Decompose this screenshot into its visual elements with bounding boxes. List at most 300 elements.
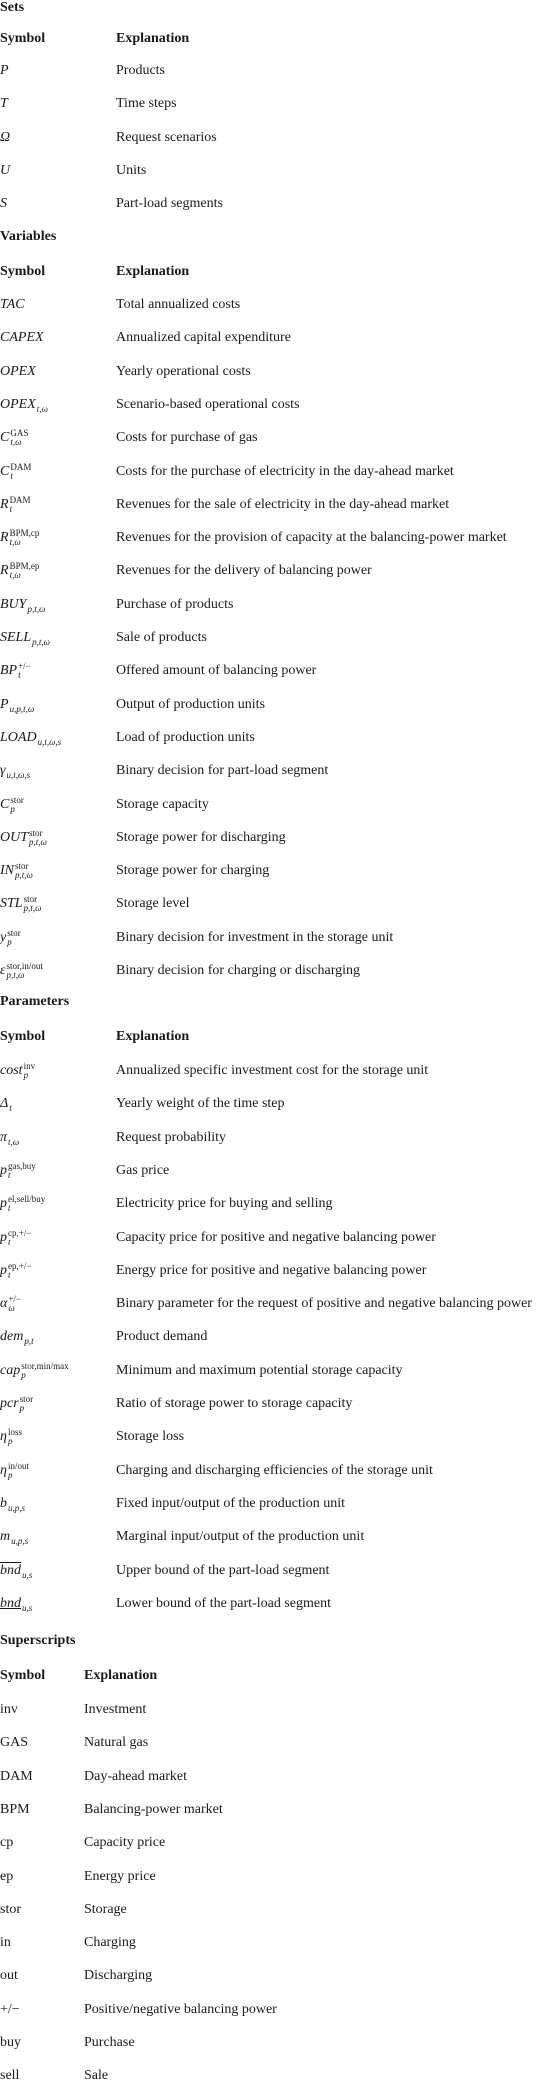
symbol-scripts bbox=[22, 1595, 32, 1613]
symbol-base: stor bbox=[0, 1902, 21, 1917]
symbol-base: p bbox=[0, 1263, 7, 1279]
explanation-cell: Binary decision for investment in the storage unit bbox=[116, 930, 394, 945]
symbol-scripts bbox=[37, 396, 48, 414]
symbol-scripts bbox=[10, 463, 31, 481]
symbol-base: p bbox=[0, 1230, 7, 1246]
symbol-base: p bbox=[0, 1163, 7, 1179]
symbol-cell bbox=[0, 2067, 19, 2085]
table-row bbox=[0, 95, 558, 113]
symbol-base: dem bbox=[0, 1329, 24, 1345]
table-row bbox=[0, 2034, 558, 2052]
symbol-base: TAC bbox=[0, 297, 25, 312]
symbol-subscript: t bbox=[8, 1203, 11, 1213]
table-row bbox=[0, 162, 558, 180]
symbol-scripts bbox=[21, 1362, 68, 1380]
symbol-cell bbox=[0, 396, 48, 414]
symbol-cell bbox=[0, 1595, 32, 1613]
explanation-cell: Storage level bbox=[116, 896, 190, 911]
explanation-cell: Storage bbox=[84, 1902, 127, 1917]
table-header-sets bbox=[0, 30, 558, 48]
symbol-cell bbox=[0, 1362, 69, 1380]
table-row bbox=[0, 463, 558, 481]
table-row bbox=[0, 1701, 558, 1719]
table-row bbox=[0, 962, 558, 980]
symbol-scripts bbox=[8, 1195, 45, 1213]
explanation-cell: Binary decision for part-load segment bbox=[116, 763, 329, 778]
symbol-base: m bbox=[0, 1529, 11, 1545]
symbol-superscript: loss bbox=[7, 1427, 22, 1437]
symbol-cell bbox=[0, 1495, 25, 1513]
explanation-cell: Units bbox=[116, 163, 147, 178]
symbol-base: SELL bbox=[0, 630, 32, 646]
table-row bbox=[0, 862, 558, 880]
symbol-base: DAM bbox=[0, 1769, 33, 1784]
symbol-subscript: p bbox=[7, 937, 12, 947]
explanation-cell: Products bbox=[116, 63, 165, 78]
symbol-superscript: stor bbox=[19, 1394, 34, 1404]
symbol-cell bbox=[0, 1395, 33, 1413]
header-explanation: Explanation bbox=[84, 1668, 158, 1683]
explanation-cell: Investment bbox=[84, 1702, 147, 1717]
table-row bbox=[0, 829, 558, 847]
symbol-cell bbox=[0, 1528, 28, 1546]
symbol-subscript: t bbox=[8, 1270, 11, 1280]
symbol-subscript: p,t,ω bbox=[27, 604, 46, 614]
table-row bbox=[0, 1295, 558, 1313]
table-row bbox=[0, 1801, 558, 1819]
symbol-cell bbox=[0, 1934, 11, 1952]
symbol-scripts bbox=[24, 1328, 33, 1346]
symbol-base: bnd bbox=[0, 1596, 21, 1612]
symbol-superscript: gas,buy bbox=[8, 1161, 36, 1171]
symbol-cell bbox=[0, 1768, 33, 1786]
explanation-cell: Total annualized costs bbox=[116, 297, 241, 312]
symbol-base: cap bbox=[0, 1363, 21, 1379]
symbol-subscript: t bbox=[18, 670, 21, 680]
explanation-cell: Capacity price for positive and negative balancing power bbox=[116, 1230, 436, 1245]
symbol-cell bbox=[0, 329, 44, 347]
symbol-base: η bbox=[0, 1429, 7, 1445]
symbol-base: α bbox=[0, 1296, 8, 1312]
symbol-base: C bbox=[0, 464, 10, 480]
section-title-parameters: Parameters bbox=[0, 994, 70, 1009]
symbol-cell bbox=[0, 696, 34, 714]
symbol-subscript: p,t bbox=[24, 1336, 34, 1346]
symbol-base: OPEX bbox=[0, 397, 36, 413]
symbol-scripts bbox=[8, 1129, 19, 1147]
explanation-cell: Storage power for charging bbox=[116, 863, 270, 878]
table-row bbox=[0, 496, 558, 514]
explanation-cell: Positive/negative balancing power bbox=[84, 2002, 277, 2017]
symbol-scripts bbox=[8, 1495, 25, 1513]
symbol-cell bbox=[0, 62, 9, 80]
symbol-subscript: u,s bbox=[22, 1570, 33, 1580]
symbol-base: U bbox=[0, 163, 11, 178]
explanation-cell: Natural gas bbox=[84, 1735, 149, 1750]
symbol-base: ep bbox=[0, 1869, 14, 1884]
symbol-scripts bbox=[7, 962, 43, 980]
table-row bbox=[0, 1262, 558, 1280]
explanation-cell: Yearly operational costs bbox=[116, 364, 251, 379]
header-explanation: Explanation bbox=[116, 264, 190, 279]
table-row bbox=[0, 529, 558, 547]
symbol-cell bbox=[0, 1328, 34, 1346]
symbol-cell bbox=[0, 2034, 21, 2052]
symbol-subscript: t bbox=[10, 471, 13, 481]
symbol-base: GAS bbox=[0, 1735, 29, 1750]
symbol-base: $\overline{bnd}$ bbox=[0, 1563, 21, 1579]
table-row bbox=[0, 1562, 558, 1580]
table-header-variables bbox=[0, 263, 558, 281]
explanation-cell: Day-ahead market bbox=[84, 1769, 187, 1784]
symbol-base: +/− bbox=[0, 2002, 20, 2017]
table-row bbox=[0, 1495, 558, 1513]
symbol-base: cp bbox=[0, 1835, 14, 1850]
symbol-scripts bbox=[32, 629, 50, 647]
explanation-cell: Binary parameter for the request of positive and negative balancing power bbox=[116, 1296, 532, 1311]
table-row bbox=[0, 662, 558, 680]
symbol-scripts bbox=[18, 662, 31, 680]
symbol-cell bbox=[0, 929, 21, 947]
symbol-superscript: inv bbox=[23, 1061, 36, 1071]
symbol-superscript: in/out bbox=[7, 1461, 29, 1471]
symbol-base: in bbox=[0, 1935, 11, 1950]
symbol-cell bbox=[0, 195, 7, 213]
symbol-cell bbox=[0, 562, 39, 580]
symbol-subscript: p,t,ω bbox=[32, 637, 50, 647]
symbol-base: Δ bbox=[0, 1096, 9, 1112]
symbol-subscript: p bbox=[21, 1370, 26, 1380]
explanation-cell: Revenues for the sale of electricity in the day-ahead market bbox=[116, 497, 450, 512]
symbol-scripts bbox=[24, 1062, 36, 1080]
explanation-cell: Product demand bbox=[116, 1329, 208, 1344]
table-row bbox=[0, 1162, 558, 1180]
symbol-base: inv bbox=[0, 1702, 18, 1717]
symbol-base: T bbox=[0, 96, 8, 111]
symbol-subscript: t,ω bbox=[8, 1137, 20, 1147]
symbol-subscript: p,t,ω bbox=[23, 903, 42, 913]
table-row bbox=[0, 1528, 558, 1546]
symbol-superscript: el,sell/buy bbox=[8, 1194, 46, 1204]
symbol-superscript: stor,min/max bbox=[21, 1361, 69, 1371]
explanation-cell: Storage loss bbox=[116, 1429, 185, 1444]
symbol-cell bbox=[0, 862, 33, 880]
explanation-cell: Ratio of storage power to storage capacity bbox=[116, 1396, 353, 1411]
symbol-superscript: stor bbox=[7, 928, 21, 938]
explanation-cell: Fixed input/output of the production unit bbox=[116, 1496, 346, 1511]
symbol-superscript: stor,in/out bbox=[6, 961, 43, 971]
symbol-superscript: +/− bbox=[18, 661, 31, 671]
explanation-cell: Storage capacity bbox=[116, 797, 209, 812]
explanation-cell: Time steps bbox=[116, 96, 177, 111]
symbol-scripts bbox=[15, 862, 33, 880]
explanation-cell: Offered amount of balancing power bbox=[116, 663, 317, 678]
symbol-superscript: GAS bbox=[10, 428, 29, 438]
symbol-base: STL bbox=[0, 896, 23, 912]
symbol-cell bbox=[0, 1229, 31, 1247]
symbol-superscript: ep,+/− bbox=[8, 1261, 32, 1271]
symbol-cell bbox=[0, 729, 61, 747]
table-row bbox=[0, 1768, 558, 1786]
symbol-base: S bbox=[0, 196, 7, 211]
symbol-cell bbox=[0, 1834, 13, 1852]
explanation-cell: Energy price for positive and negative balancing power bbox=[116, 1263, 427, 1278]
symbol-scripts bbox=[22, 1562, 32, 1580]
table-row bbox=[0, 696, 558, 714]
symbol-base: b bbox=[0, 1496, 7, 1512]
table-row bbox=[0, 129, 558, 147]
symbol-cell bbox=[0, 596, 45, 614]
symbol-base: BUY bbox=[0, 597, 27, 613]
symbol-cell bbox=[0, 1195, 45, 1213]
symbol-cell bbox=[0, 1262, 31, 1280]
explanation-cell: Minimum and maximum potential storage capacity bbox=[116, 1363, 403, 1378]
symbol-cell bbox=[0, 1062, 35, 1080]
symbol-cell bbox=[0, 629, 50, 647]
symbol-cell bbox=[0, 463, 31, 481]
symbol-base: π bbox=[0, 1130, 8, 1146]
symbol-scripts bbox=[27, 596, 45, 614]
symbol-subscript: u,t,ω,s bbox=[37, 737, 62, 747]
explanation-cell: Revenues for the delivery of balancing power bbox=[116, 563, 372, 578]
symbol-cell bbox=[0, 796, 24, 814]
symbol-base: η bbox=[0, 1463, 7, 1479]
header-symbol: Symbol bbox=[0, 1029, 46, 1044]
table-row bbox=[0, 1868, 558, 1886]
symbol-scripts bbox=[10, 796, 24, 814]
symbol-base: R bbox=[0, 497, 9, 513]
symbol-superscript: BPM,cp bbox=[9, 528, 40, 538]
symbol-cell bbox=[0, 1095, 12, 1113]
symbol-scripts bbox=[38, 729, 62, 747]
symbol-base: P bbox=[0, 63, 9, 78]
symbol-scripts bbox=[10, 496, 31, 514]
table-row bbox=[0, 329, 558, 347]
header-symbol: Symbol bbox=[0, 31, 46, 46]
symbol-cell bbox=[0, 95, 8, 113]
explanation-cell: Purchase bbox=[84, 2035, 135, 2050]
symbol-scripts bbox=[10, 429, 28, 447]
explanation-cell: Storage power for discharging bbox=[116, 830, 286, 845]
symbol-cell bbox=[0, 129, 10, 147]
symbol-subscript: p,t,ω bbox=[15, 870, 33, 880]
explanation-cell: Costs for purchase of gas bbox=[116, 430, 258, 445]
symbol-superscript: cp,+/− bbox=[8, 1228, 32, 1238]
symbol-base: R bbox=[0, 563, 9, 579]
symbol-base: C bbox=[0, 430, 10, 446]
symbol-scripts bbox=[7, 929, 21, 947]
symbol-superscript: +/− bbox=[8, 1294, 22, 1304]
symbol-subscript: u,p,t,ω bbox=[9, 704, 35, 714]
table-row bbox=[0, 596, 558, 614]
symbol-subscript: t,ω bbox=[10, 437, 22, 447]
explanation-cell: Sale bbox=[84, 2068, 109, 2083]
table-row bbox=[0, 762, 558, 780]
symbol-cell bbox=[0, 762, 30, 780]
symbol-scripts bbox=[9, 1095, 12, 1113]
symbol-subscript: t,ω bbox=[9, 537, 21, 547]
explanation-cell: Costs for the purchase of electricity in the day-ahead market bbox=[116, 464, 454, 479]
table-header-parameters bbox=[0, 1028, 558, 1046]
symbol-subscript: t bbox=[8, 1237, 11, 1247]
symbol-cell bbox=[0, 496, 31, 514]
symbol-base: pcr bbox=[0, 1396, 19, 1412]
table-row bbox=[0, 1934, 558, 1952]
explanation-cell: Capacity price bbox=[84, 1835, 166, 1850]
symbol-cell bbox=[0, 662, 31, 680]
section-title-superscripts: Superscripts bbox=[0, 1633, 76, 1648]
explanation-cell: Request scenarios bbox=[116, 130, 217, 145]
explanation-cell: Charging bbox=[84, 1935, 136, 1950]
symbol-subscript: u,p,s bbox=[8, 1503, 26, 1513]
table-row bbox=[0, 1062, 558, 1080]
explanation-cell: Scenario-based operational costs bbox=[116, 397, 300, 412]
table-row bbox=[0, 1362, 558, 1380]
symbol-base: OUT bbox=[0, 830, 29, 846]
symbol-scripts bbox=[8, 1262, 31, 1280]
symbol-cell bbox=[0, 1701, 18, 1719]
symbol-cell bbox=[0, 829, 47, 847]
symbol-base: IN bbox=[0, 863, 14, 879]
explanation-cell: Output of production units bbox=[116, 697, 265, 712]
symbol-cell bbox=[0, 1967, 18, 1985]
explanation-cell: Revenues for the provision of capacity at the balancing-power market bbox=[116, 530, 507, 545]
table-row bbox=[0, 396, 558, 414]
symbol-cell bbox=[0, 296, 25, 314]
explanation-cell: Binary decision for charging or discharging bbox=[116, 963, 361, 978]
symbol-cell bbox=[0, 1295, 21, 1313]
symbol-base: y bbox=[0, 930, 7, 946]
table-row bbox=[0, 296, 558, 314]
symbol-cell bbox=[0, 895, 41, 913]
symbol-scripts bbox=[24, 895, 42, 913]
symbol-subscript: p bbox=[10, 804, 15, 814]
symbol-superscript: DAM bbox=[10, 462, 32, 472]
explanation-cell: Energy price bbox=[84, 1869, 156, 1884]
symbol-subscript: t,ω bbox=[36, 404, 48, 414]
symbol-scripts bbox=[8, 1295, 21, 1313]
explanation-cell: Discharging bbox=[84, 1968, 153, 1983]
symbol-base: Ω bbox=[0, 130, 11, 145]
table-row bbox=[0, 1734, 558, 1752]
symbol-scripts bbox=[11, 1528, 28, 1546]
explanation-cell: Annualized capital expenditure bbox=[116, 330, 291, 345]
explanation-cell: Balancing-power market bbox=[84, 1802, 223, 1817]
symbol-cell bbox=[0, 962, 43, 980]
symbol-base: cost bbox=[0, 1063, 23, 1079]
table-row bbox=[0, 1462, 558, 1480]
symbol-cell bbox=[0, 1901, 21, 1919]
symbol-subscript: p,t,ω bbox=[6, 970, 25, 980]
table-row bbox=[0, 562, 558, 580]
table-row bbox=[0, 2001, 558, 2019]
explanation-cell: Request probability bbox=[116, 1130, 227, 1145]
symbol-base: BPM bbox=[0, 1802, 30, 1817]
table-row bbox=[0, 1229, 558, 1247]
symbol-cell bbox=[0, 1734, 28, 1752]
symbol-base: C bbox=[0, 797, 10, 813]
table-row bbox=[0, 796, 558, 814]
symbol-superscript: stor bbox=[23, 894, 38, 904]
table-row bbox=[0, 629, 558, 647]
symbol-subscript: t bbox=[9, 504, 13, 514]
table-row bbox=[0, 195, 558, 213]
symbol-scripts bbox=[8, 1162, 36, 1180]
table-row bbox=[0, 1129, 558, 1147]
symbol-subscript: p bbox=[19, 1403, 25, 1413]
symbol-scripts bbox=[29, 829, 47, 847]
table-row bbox=[0, 1595, 558, 1613]
symbol-base: P bbox=[0, 697, 9, 713]
symbol-base: out bbox=[0, 1968, 18, 1983]
symbol-cell bbox=[0, 529, 39, 547]
symbol-subscript: u,p,s bbox=[11, 1536, 29, 1546]
explanation-cell: Load of production units bbox=[116, 730, 255, 745]
symbol-subscript: p,t,ω bbox=[29, 837, 47, 847]
symbol-base: p bbox=[0, 1196, 7, 1212]
table-row bbox=[0, 429, 558, 447]
table-row bbox=[0, 1834, 558, 1852]
symbol-scripts bbox=[10, 562, 40, 580]
symbol-cell bbox=[0, 1868, 13, 1886]
symbol-base: OPEX bbox=[0, 364, 36, 379]
symbol-cell bbox=[0, 1562, 32, 1580]
table-row bbox=[0, 1095, 558, 1113]
symbol-superscript: BPM,ep bbox=[9, 561, 40, 571]
symbol-cell bbox=[0, 1162, 36, 1180]
section-title-variables: Variables bbox=[0, 229, 57, 244]
symbol-scripts bbox=[20, 1395, 34, 1413]
symbol-superscript: stor bbox=[10, 795, 24, 805]
symbol-subscript: t bbox=[8, 1170, 11, 1180]
symbol-scripts bbox=[7, 762, 31, 780]
table-row bbox=[0, 729, 558, 747]
header-symbol: Symbol bbox=[0, 264, 46, 279]
symbol-subscript: p bbox=[7, 1436, 13, 1446]
symbol-subscript: t,ω bbox=[9, 570, 21, 580]
symbol-subscript: p bbox=[23, 1070, 29, 1080]
symbol-base: γ bbox=[0, 763, 6, 779]
symbol-base: LOAD bbox=[0, 730, 37, 746]
explanation-cell: Electricity price for buying and selling bbox=[116, 1196, 333, 1211]
symbol-superscript: stor bbox=[29, 828, 43, 838]
table-row bbox=[0, 2067, 558, 2085]
symbol-cell bbox=[0, 363, 36, 381]
symbol-subscript: p bbox=[7, 1470, 13, 1480]
symbol-base: BP bbox=[0, 663, 18, 679]
table-row bbox=[0, 895, 558, 913]
symbol-subscript: ω bbox=[8, 1303, 15, 1313]
explanation-cell: Sale of products bbox=[116, 630, 207, 645]
explanation-cell: Purchase of products bbox=[116, 597, 234, 612]
symbol-scripts bbox=[10, 529, 40, 547]
table-row bbox=[0, 1328, 558, 1346]
symbol-superscript: DAM bbox=[9, 495, 31, 505]
explanation-cell: Part-load segments bbox=[116, 196, 223, 211]
symbol-scripts bbox=[8, 1462, 29, 1480]
explanation-cell: Charging and discharging efficiencies of the storage unit bbox=[116, 1463, 433, 1478]
symbol-base: sell bbox=[0, 2068, 20, 2083]
symbol-superscript: stor bbox=[15, 861, 29, 871]
symbol-scripts bbox=[8, 1428, 22, 1446]
header-explanation: Explanation bbox=[116, 31, 190, 46]
header-explanation: Explanation bbox=[116, 1029, 190, 1044]
explanation-cell: Marginal input/output of the production unit bbox=[116, 1529, 365, 1544]
symbol-base: R bbox=[0, 530, 9, 546]
explanation-cell: Upper bound of the part-load segment bbox=[116, 1563, 330, 1578]
table-row bbox=[0, 1395, 558, 1413]
symbol-subscript: t bbox=[9, 1103, 12, 1113]
